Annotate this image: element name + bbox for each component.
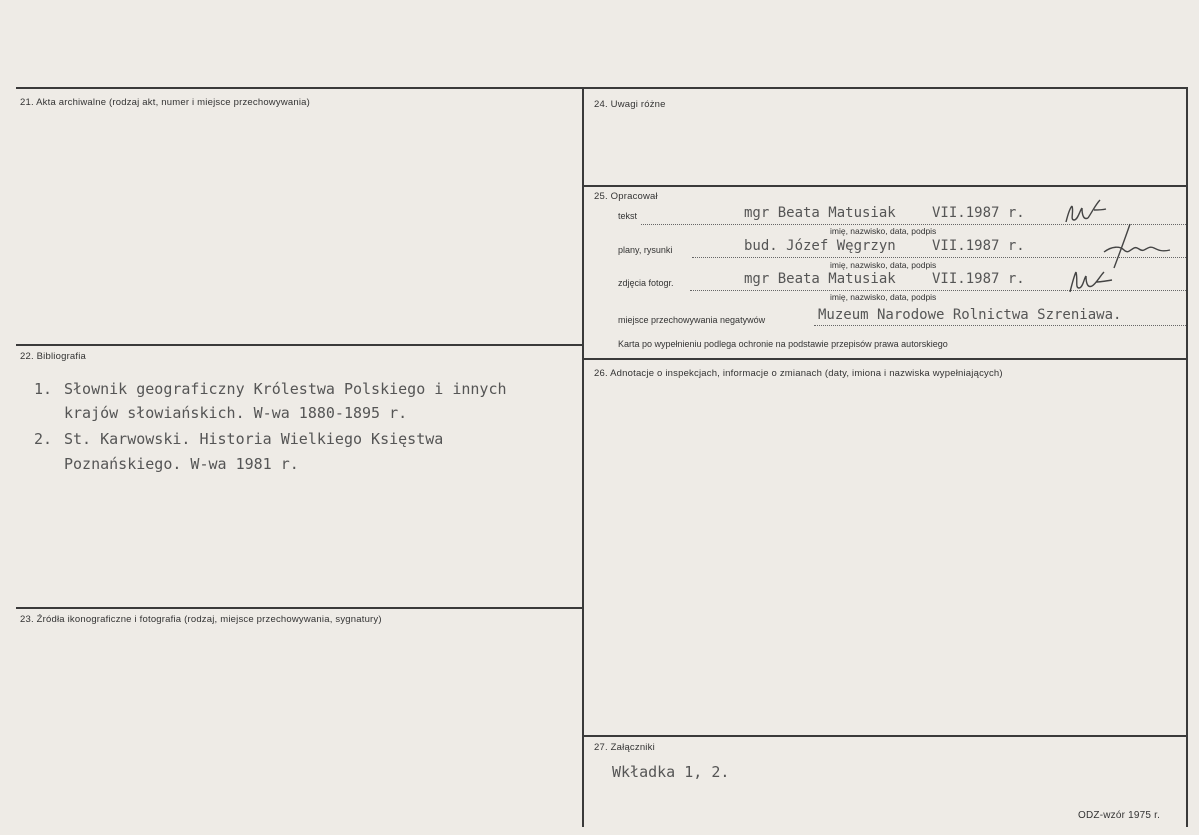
section-21-label: 21. Akta archiwalne (rodzaj akt, numer i miejsce przechowywania) [20,97,311,108]
negatives-label: miejsce przechowywania negatywów [618,315,766,325]
top-rule [16,87,1187,89]
signature-3 [1066,266,1116,296]
rule-22 [16,344,582,346]
field-plany-value: bud. Józef Węgrzyn [744,238,896,254]
field-tekst-label: tekst [618,211,638,221]
negatives-value: Muzeum Narodowe Rolnictwa Szreniawa. [818,307,1122,323]
section-27-label: 27. Załączniki [594,742,655,753]
field-zdjecia-label: zdjęcia fotogr. [618,278,674,288]
attachments-value: Wkładka 1, 2. [612,763,730,781]
rule-25 [584,185,1186,187]
section-25-label: 25. Opracował [594,191,658,202]
right-border [1186,87,1188,827]
bibliography-item-2-line1: St. Karwowski. Historia Wielkiego Księstwa [64,430,444,448]
bibliography-item-2-num: 2. [34,430,53,448]
field-tekst-hint: imię, nazwisko, data, podpis [830,226,937,236]
section-22-label: 22. Bibliografia [20,351,87,362]
field-plany-label: plany, rysunki [618,245,673,255]
center-divider [582,87,584,827]
field-zdjecia-value: mgr Beata Matusiak [744,271,896,287]
bibliography-item-1-line2: krajów słowiańskich. W-wa 1880-1895 r. [64,404,408,422]
form-id: ODZ-wzór 1975 r. [1078,810,1161,821]
field-plany-hint: imię, nazwisko, data, podpis [830,260,937,270]
field-plany-date: VII.1987 r. [932,238,1025,254]
section-23-label: 23. Źródła ikonograficzne i fotografia (rodzaj, miejsce przechowywania, sygnatury) [20,614,382,625]
field-zdjecia-hint: imię, nazwisko, data, podpis [830,292,937,302]
field-zdjecia-date: VII.1987 r. [932,271,1025,287]
field-tekst-value: mgr Beata Matusiak [744,205,896,221]
section-24-label: 24. Uwagi różne [594,99,666,110]
rule-23 [16,607,582,609]
rule-27 [584,735,1186,737]
field-tekst-date: VII.1987 r. [932,205,1025,221]
bibliography-item-2-line2: Poznańskiego. W-wa 1981 r. [64,455,299,473]
bibliography-item-1-num: 1. [34,380,53,398]
negatives-line [814,325,1186,326]
rule-26 [584,358,1186,360]
signature-2 [1084,222,1174,270]
copyright-note: Karta po wypełnieniu podlega ochronie na podstawie przepisów prawa autorskiego [618,339,948,349]
section-26-label: 26. Adnotacje o inspekcjach, informacje o zmianach (daty, imiona i nazwiska wypełniających) [594,368,1003,379]
bibliography-item-1-line1: Słownik geograficzny Królestwa Polskiego i innych [64,380,507,398]
